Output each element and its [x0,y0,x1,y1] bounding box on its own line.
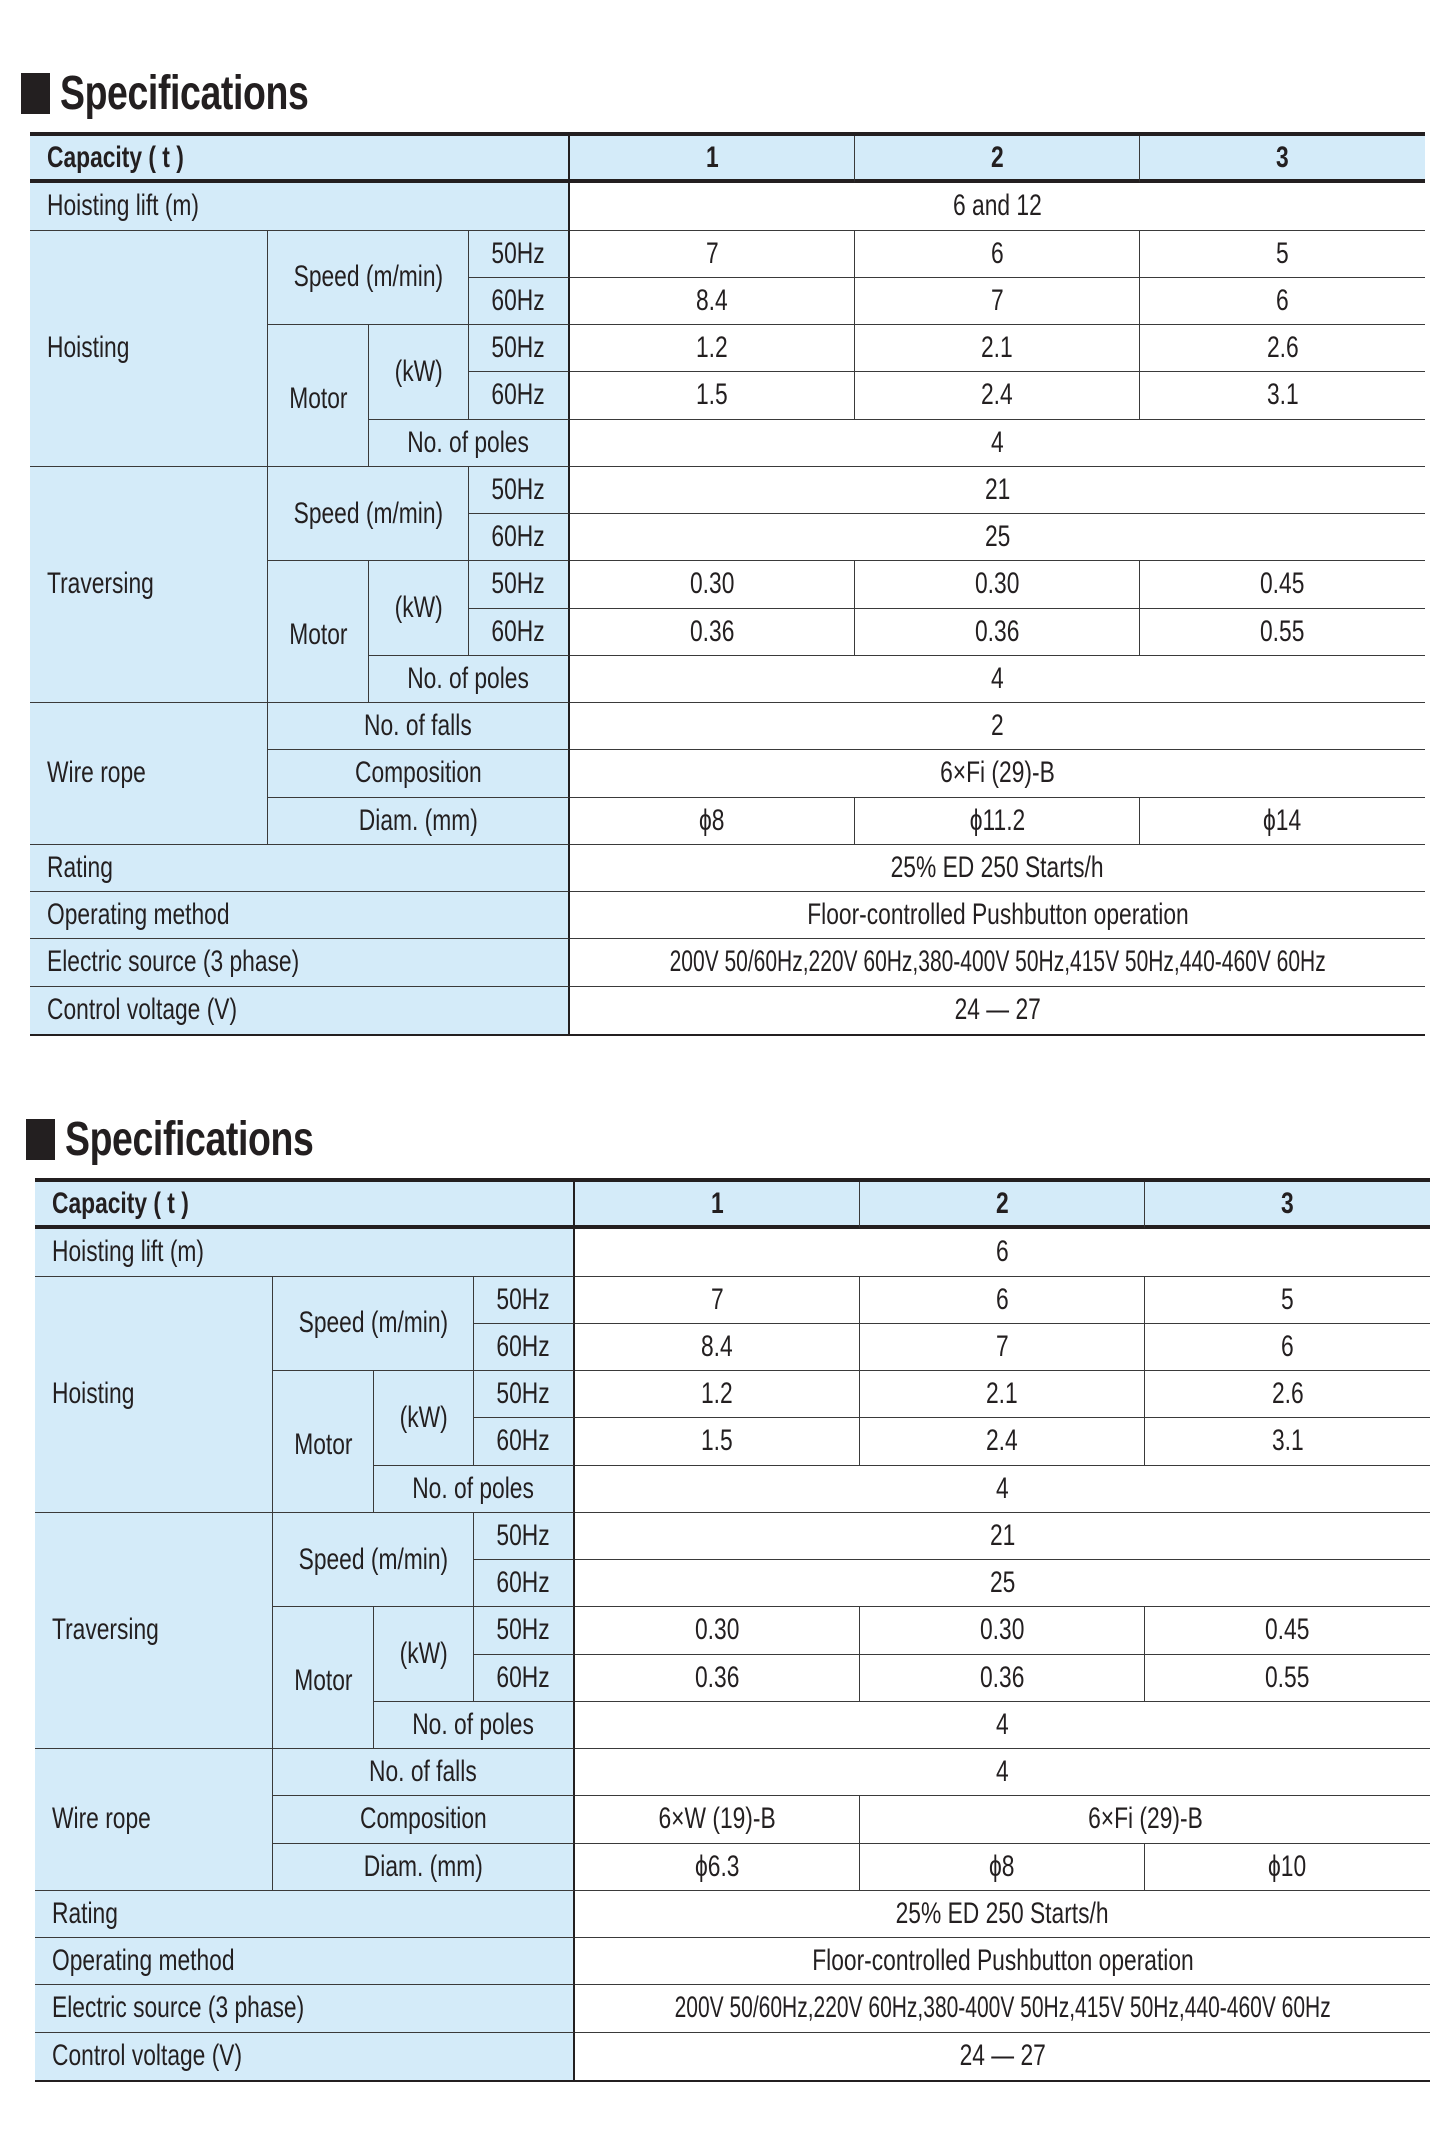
hoisting-group-label [30,231,268,467]
traversing-motor-label [273,1607,374,1749]
kw-label [369,325,469,420]
cell [570,703,1425,750]
cell-value: 2.6 [1271,1377,1304,1411]
freq-label [474,1513,575,1560]
cell-value: 4 [996,1471,1009,1505]
cell [860,1324,1145,1371]
cell [1145,1655,1430,1702]
cell-value: 2.1 [986,1377,1018,1411]
freq-text: 50Hz [496,1518,551,1552]
hoisting-group-label [35,1277,273,1513]
capacity-col-2 [860,1182,1145,1229]
hoisting-lift-label [35,1229,575,1276]
cell [570,939,1425,986]
cell-value: 0.30 [974,567,1020,601]
hoisting-lift-value [575,1229,1430,1276]
hoisting-motor-label [268,325,369,467]
cell [570,514,1425,561]
cell [570,609,855,656]
traversing-group-label [30,467,268,703]
sub-label: Diam. (mm) [363,1849,483,1883]
capacity-col-3 [1145,1182,1430,1229]
cell-value: 5 [1281,1282,1294,1316]
cell [570,231,855,278]
capacity-value: 2 [995,1186,1009,1220]
cell-value: 25% ED 250 Starts/h [891,850,1104,884]
traversing-speed-label [273,1513,474,1608]
cell-value: 2.6 [1266,331,1299,365]
cell-value: 4 [991,425,1004,459]
cell-value: 0.30 [979,1613,1025,1647]
traversing-motor-label [268,561,369,703]
spec-table-1 [30,132,1425,1036]
kw-label [369,561,469,656]
freq-text: 60Hz [496,1424,551,1458]
cell [575,1371,860,1418]
cell [1145,1324,1430,1371]
row-label: Control voltage (V) [52,2039,243,2073]
cell-value: ϕ6.3 [694,1849,740,1883]
sub-label: No. of falls [369,1755,477,1789]
group-label: Traversing [52,1613,159,1647]
cell-value: 25 [989,1566,1016,1600]
cell [1140,325,1425,372]
cell [1145,1607,1430,1654]
freq-text: 50Hz [491,567,546,601]
cell [570,987,1425,1034]
cell-value: 200V 50/60Hz,220V 60Hz,380-400V 50Hz,415V 50Hz,440-460V 60Hz [669,945,1326,979]
capacity-value: 3 [1276,140,1289,174]
section-title: Specifications [65,1113,314,1166]
freq-text: 50Hz [496,1282,551,1316]
cell-value: 3.1 [1271,1424,1304,1458]
cell-value: 25% ED 250 Starts/h [896,1896,1109,1930]
sub-label: Motor [293,1427,353,1461]
freq-label [469,325,570,372]
cell-value: ϕ8 [699,803,725,837]
cell [860,1277,1145,1324]
cell [860,1371,1145,1418]
cell [570,750,1425,797]
cell [860,1655,1145,1702]
freq-label [469,278,570,325]
section-2-heading [26,1112,383,1167]
cell-value: 0.36 [979,1660,1025,1694]
cell-value: 7 [990,283,1004,317]
cell-value: 2.4 [981,378,1013,412]
group-label: Hoisting [52,1377,135,1411]
hoisting-lift-value [570,183,1425,230]
cell [575,1513,1430,1560]
cell [855,561,1140,608]
cell-value: ϕ14 [1263,803,1302,837]
cell [1140,561,1425,608]
cell [855,278,1140,325]
unit-label: (kW) [399,1400,448,1434]
cell [575,1702,1430,1749]
freq-text: 60Hz [491,283,546,317]
cell [575,1418,860,1465]
sub-label: Motor [288,618,348,651]
group-label: Wire rope [52,1802,151,1836]
cell-value: 3.1 [1266,378,1299,412]
cell [1140,798,1425,845]
cell [1140,609,1425,656]
cell [1145,1418,1430,1465]
operating-label [30,892,570,939]
control-label [30,987,570,1034]
heading-square-icon [26,1119,55,1160]
cell-value: Floor-controlled Pushbutton operation [811,1944,1194,1978]
row-label: Hoisting lift (m) [47,189,200,223]
cell [1145,1371,1430,1418]
cell-value: 1.5 [696,378,728,412]
cell-value: 0.30 [694,1613,740,1647]
cell [575,1844,860,1891]
cell-value: 4 [996,1755,1009,1789]
cell-value: 0.36 [974,614,1020,648]
cell-value: 2.1 [981,331,1013,365]
cell-value: 24 — 27 [959,2039,1046,2073]
cell-value: 0.36 [689,614,735,648]
unit-label: (kW) [394,354,443,388]
hoisting-motor-label [273,1371,374,1513]
freq-text: 50Hz [491,331,546,365]
cell [570,561,855,608]
cell-value: 7 [995,1329,1009,1363]
cell-value: 6 [1281,1329,1294,1363]
hoisting-speed-label [268,231,469,326]
capacity-header [30,136,570,183]
cell-value: 25 [984,520,1011,554]
cell [860,1418,1145,1465]
freq-text: 60Hz [491,378,546,412]
cell [855,798,1140,845]
cell-value: 1.2 [701,1377,733,1411]
capacity-value: 1 [710,1186,724,1220]
diam-label [273,1844,575,1891]
cell-value: ϕ11.2 [969,803,1025,837]
freq-label [474,1607,575,1654]
poles-label [374,1702,575,1749]
row-label: Control voltage (V) [47,993,238,1027]
cell-value: 6×Fi (29)-B [1087,1802,1203,1836]
cell [860,1607,1145,1654]
sub-label: Speed (m/min) [298,1542,448,1576]
hoisting-lift-label [30,183,570,230]
cell [575,1749,1430,1796]
cell [575,1985,1430,2032]
section-1-heading [21,66,378,121]
sub-label: No. of poles [407,661,530,695]
unit-label: (kW) [394,591,443,624]
freq-label [474,1324,575,1371]
traversing-group-label [35,1513,273,1749]
cell [570,420,1425,467]
cell [570,798,855,845]
cell [1145,1844,1430,1891]
cell-value: 1.5 [701,1424,733,1458]
cell-value: 5 [1276,236,1289,270]
falls-label [268,703,570,750]
group-label: Hoisting [47,331,130,365]
capacity-value: 2 [990,140,1004,174]
rating-label [35,1891,575,1938]
row-label: Rating [47,850,113,884]
cell-value: 0.30 [689,567,735,601]
diam-label [268,798,570,845]
control-label [35,2033,575,2080]
cell [570,845,1425,892]
row-label: Operating method [47,898,230,932]
freq-label [474,1418,575,1465]
cell [570,278,855,325]
cell [575,1324,860,1371]
sub-label: No. of falls [364,709,472,743]
cell-value: 0.45 [1260,567,1305,601]
poles-label [369,420,570,467]
sub-label: No. of poles [412,1471,535,1505]
freq-label [469,467,570,514]
freq-label [469,231,570,278]
row-label: Electric source (3 phase) [47,945,300,979]
operating-label [35,1938,575,1985]
freq-text: 60Hz [491,520,546,554]
cell [570,656,1425,703]
freq-label [469,609,570,656]
cell-value: 0.55 [1260,614,1305,648]
cell [575,1655,860,1702]
freq-text: 60Hz [496,1660,551,1694]
cell [575,1277,860,1324]
cell-value: 200V 50/60Hz,220V 60Hz,380-400V 50Hz,415V 50Hz,440-460V 60Hz [674,1991,1331,2025]
wire-rope-group-label [30,703,268,845]
cell [855,609,1140,656]
row-label: Electric source (3 phase) [52,1991,305,2025]
traversing-speed-label [268,467,469,562]
cell-value: 2 [991,709,1004,743]
cell-value: Floor-controlled Pushbutton operation [806,898,1189,932]
cell [1140,231,1425,278]
freq-label [474,1655,575,1702]
cell-value: 6 [995,1282,1009,1316]
cell [575,1796,860,1843]
freq-text: 60Hz [496,1329,551,1363]
capacity-col-1 [570,136,855,183]
cell [1145,1277,1430,1324]
cell-value: 8.4 [696,283,728,317]
row-label: Hoisting lift (m) [52,1235,205,1269]
poles-label [374,1466,575,1513]
electric-label [30,939,570,986]
cell-value: 4 [991,661,1004,695]
sub-label: Motor [288,381,348,415]
cell-value: 6 [996,1235,1009,1269]
capacity-col-1 [575,1182,860,1229]
capacity-col-3 [1140,136,1425,183]
freq-label [469,561,570,608]
wire-rope-group-label [35,1749,273,1891]
sub-label: Speed (m/min) [293,496,443,530]
group-label: Wire rope [47,756,146,790]
freq-label [469,514,570,561]
kw-label [374,1371,474,1466]
cell-value: 6 [1276,283,1289,317]
capacity-label: Capacity ( t ) [52,1186,189,1220]
cell-value: 6×W (19)-B [658,1802,776,1836]
cell-value: 4 [996,1707,1009,1741]
sub-label: Composition [354,756,482,790]
heading-square-icon [21,73,50,114]
cell-value: 21 [984,472,1011,506]
cell-value: 21 [989,1518,1016,1552]
cell-value: 6 and 12 [953,189,1042,223]
row-label: Rating [52,1896,118,1930]
cell [575,1891,1430,1938]
capacity-label: Capacity ( t ) [47,140,184,174]
cell [855,372,1140,419]
cell-value: ϕ8 [989,1849,1015,1883]
cell [860,1796,1430,1843]
poles-label [369,656,570,703]
cell-value: 7 [710,1282,724,1316]
hoisting-speed-label [273,1277,474,1372]
electric-label [35,1985,575,2032]
falls-label [273,1749,575,1796]
row-label: Operating method [52,1944,235,1978]
cell-value: 0.36 [694,1660,740,1694]
cell [1140,278,1425,325]
cell-value: 7 [705,236,719,270]
cell [1140,372,1425,419]
cell [575,1560,1430,1607]
cell [860,1844,1145,1891]
freq-text: 50Hz [491,236,546,270]
cell [570,892,1425,939]
unit-label: (kW) [399,1637,448,1670]
cell [575,2033,1430,2080]
cell-value: 6×Fi (29)-B [940,756,1055,790]
capacity-header [35,1182,575,1229]
freq-text: 50Hz [491,472,546,506]
group-label: Traversing [47,567,154,601]
cell-value: 1.2 [696,331,728,365]
capacity-value: 1 [705,140,719,174]
cell-value: 6 [990,236,1004,270]
cell-value: 8.4 [701,1329,733,1363]
freq-label [474,1371,575,1418]
capacity-value: 3 [1281,1186,1294,1220]
cell-value: 0.45 [1265,1613,1310,1647]
freq-text: 60Hz [491,614,546,648]
kw-label [374,1607,474,1702]
freq-text: 60Hz [496,1566,551,1600]
capacity-col-2 [855,136,1140,183]
cell [575,1607,860,1654]
sub-label: Diam. (mm) [358,803,478,837]
cell [570,467,1425,514]
cell [570,372,855,419]
freq-text: 50Hz [496,1613,551,1647]
freq-label [474,1560,575,1607]
cell-value: 24 — 27 [954,993,1041,1027]
sub-label: Composition [359,1802,487,1836]
sub-label: Motor [293,1664,353,1697]
freq-label [469,372,570,419]
composition-label [273,1796,575,1843]
freq-text: 50Hz [496,1377,551,1411]
cell-value: ϕ10 [1268,1849,1307,1883]
cell-value: 2.4 [986,1424,1018,1458]
sub-label: No. of poles [412,1707,535,1741]
cell [570,325,855,372]
cell [855,325,1140,372]
sub-label: No. of poles [407,425,530,459]
composition-label [268,750,570,797]
cell [575,1938,1430,1985]
sub-label: Speed (m/min) [293,260,443,294]
cell [575,1466,1430,1513]
cell [855,231,1140,278]
freq-label [474,1277,575,1324]
sub-label: Speed (m/min) [298,1306,448,1340]
spec-table-2 [35,1178,1430,2082]
section-title: Specifications [60,67,309,120]
rating-label [30,845,570,892]
cell-value: 0.55 [1265,1660,1310,1694]
